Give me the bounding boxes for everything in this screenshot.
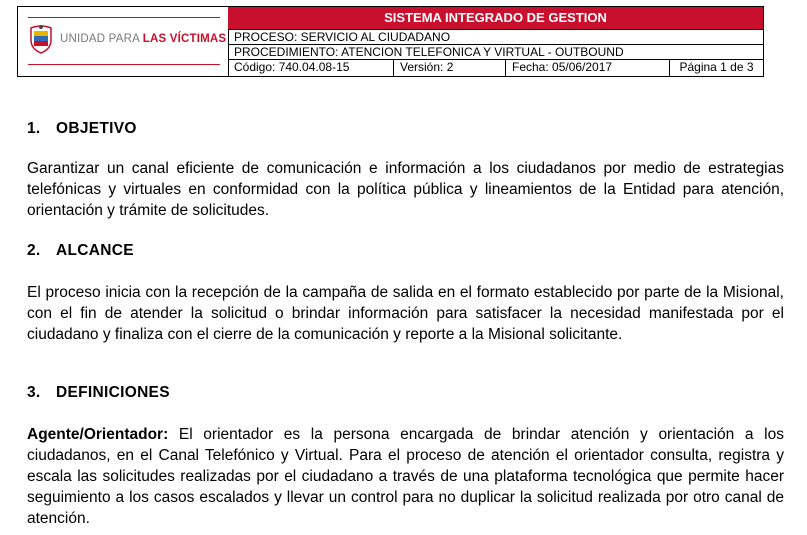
version-cell: Versión: 2 <box>394 60 506 76</box>
section-text-alcance: El proceso inicia con la recepción de la campaña de salida en el formato establecido por parte de la Misional, con el fin de atender la solicitud o brindar información para satisfacer la necesidad manifestada por el ciudadano y finaliza con el cierre de la comunicación y reporte a la Misional solicitante. <box>27 284 784 343</box>
page-cell: Página 1 de 3 <box>679 60 754 74</box>
logo-text: UNIDAD PARA LAS VÍCTIMAS <box>60 33 227 45</box>
section-heading-definiciones: 3. DEFINICIONES <box>27 384 170 401</box>
metadata-row <box>228 60 763 76</box>
date-cell: Fecha: 05/06/2017 <box>506 60 670 76</box>
definition-agente <box>27 424 784 529</box>
logo-top-rule <box>28 17 220 18</box>
definition-text: El orientador es la persona encargada de brindar atención y orientación a los ciudadanos, en el Canal Telefónico y Virtual. Para el proceso de atención el orientador consulta, registra y escala las solicitudes realizadas por el ciudadano a través de una plataforma tecnológica que permite hacer seguimiento a los casos escalados y llevar un control para no duplicar la solicitud realizada por otro canal de atención. <box>27 426 784 527</box>
logo <box>28 24 226 54</box>
process-row: PROCESO: SERVICIO AL CIUDADANO <box>228 30 763 45</box>
coat-of-arms-icon <box>28 24 54 54</box>
logo-cell <box>18 7 229 76</box>
code-cell: Código: 740.04.08-15 <box>228 60 394 76</box>
procedure-row: PROCEDIMIENTO: ATENCION TELEFONICA Y VIRTUAL - OUTBOUND <box>228 45 763 60</box>
section-text-objetivo: Garantizar un canal eficiente de comunicación e información a los ciudadanos por medio de estrategias telefónicas y virtuales en conformidad con la política pública y lineamientos de la Entidad para atención, orientación y trámite de solicitudes. <box>27 160 784 219</box>
document-header <box>17 6 764 77</box>
logo-bottom-rule <box>28 64 220 65</box>
system-title: SISTEMA INTEGRADO DE GESTION <box>228 7 763 30</box>
definition-term: Agente/Orientador: <box>27 426 169 443</box>
section-heading-alcance: 2. ALCANCE <box>27 242 134 259</box>
section-heading-objetivo: 1. OBJETIVO <box>27 120 137 137</box>
